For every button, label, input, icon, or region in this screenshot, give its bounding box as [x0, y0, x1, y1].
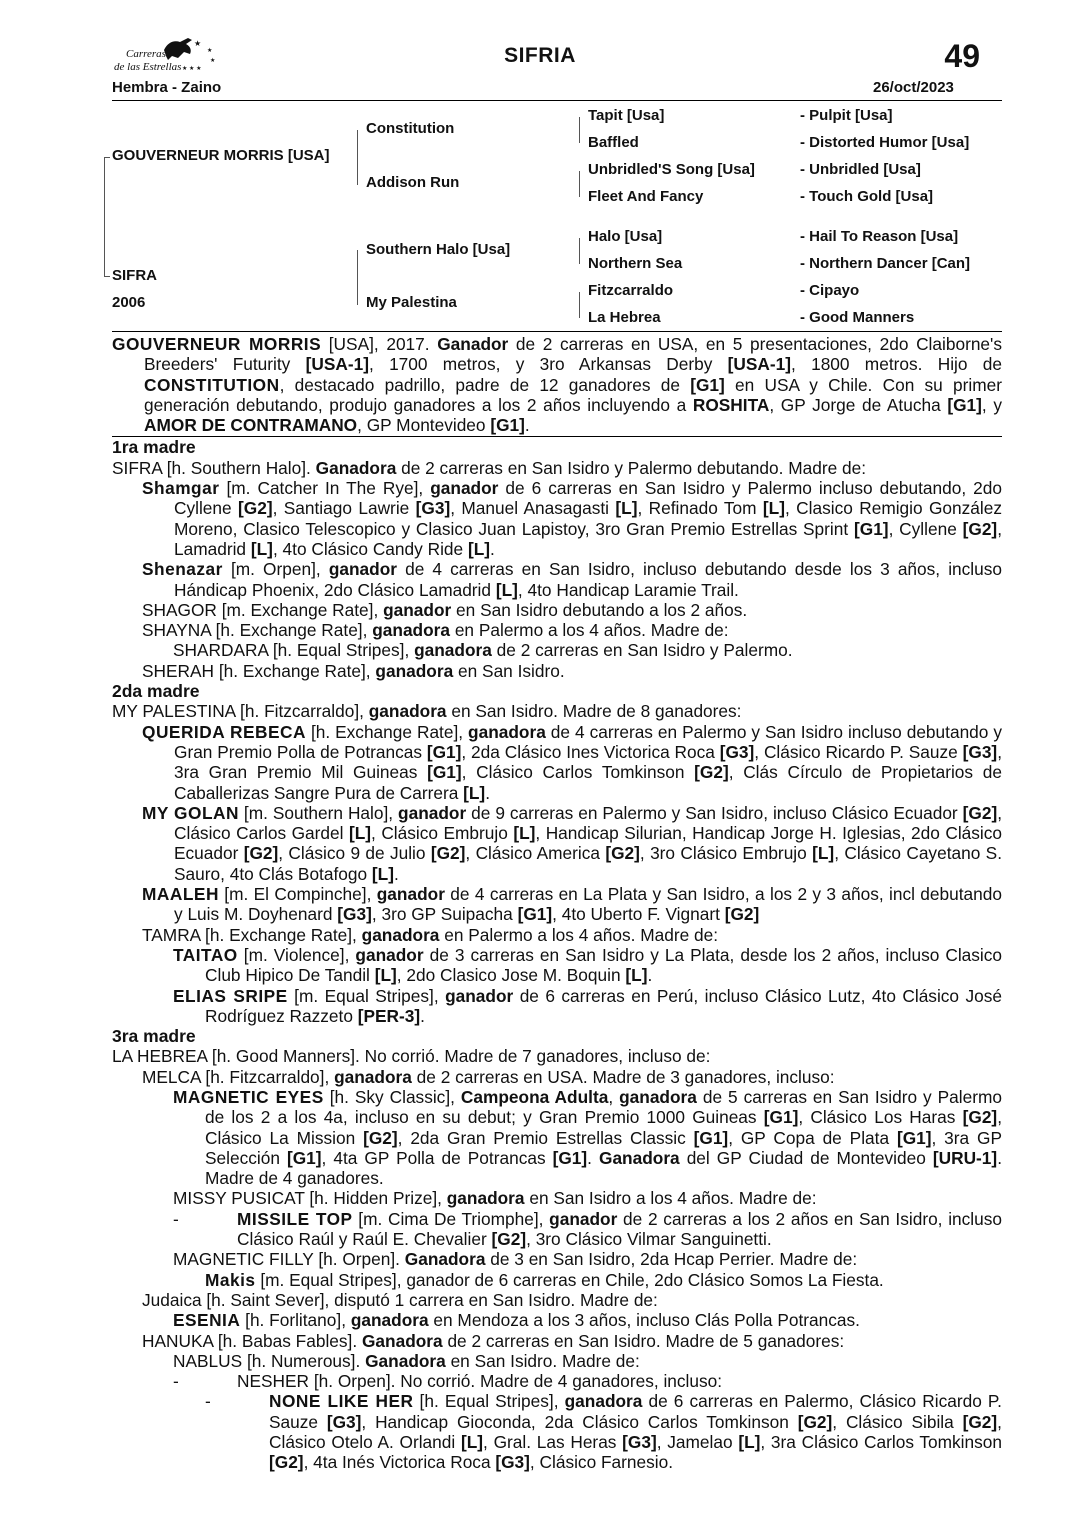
- produce-entry: MY GOLAN [m. Southern Halo], ganador de 9 carreras en Palermo y San Isidro, incluso Clásico Ecuador [G2], Clásico Carlos Gardel [L], Clásico Embrujo [L], Handicap Silurian, Handicap Jorge H. Iglesias, 2do Clásico Ecuador [G2], Clásico 9 de Julio [G2], Clásico America [G2], 3ro Clásico Embrujo [L], Clásico Cayetano S. Sauro, 4to Clás Botafogo [L].: [142, 802, 1003, 884]
- pedigree-gen3: Unbridled'S Song [Usa]: [588, 161, 755, 178]
- catalog-body: [112, 334, 1002, 1473]
- produce-entry: Makis [m. Equal Stripes], ganador de 6 carreras en Chile, 2do Clásico Somos La Fiesta.: [205, 1269, 884, 1290]
- pedigree-gen2: My Palestina: [366, 294, 457, 311]
- header-divider: [112, 100, 1002, 101]
- pedigree-gen3: Tapit [Usa]: [588, 107, 665, 124]
- page-title: SIFRIA: [504, 44, 576, 67]
- produce-entry: MELCA [h. Fitzcarraldo], ganadora de 2 carreras en USA. Madre de 3 ganadores, incluso:: [142, 1066, 835, 1087]
- pedigree-bracket: [579, 117, 580, 143]
- section-heading-1ra-madre: 1ra madre: [112, 437, 196, 458]
- produce-entry: ESENIA [h. Forlitano], ganadora en Mendoza a los 3 años, incluso Clás Polla Potrancas.: [173, 1310, 860, 1331]
- produce-entry: MISSY PUSICAT [h. Hidden Prize], ganadora en San Isidro a los 4 años. Madre de:: [173, 1188, 817, 1209]
- pedigree-bracket: [104, 157, 105, 277]
- horse-info: Hembra - Zaino: [112, 79, 222, 96]
- pedigree-bracket: [357, 250, 358, 305]
- produce-entry: - NESHER [h. Orpen]. No corrió. Madre de 4 ganadores, incluso:: [173, 1371, 723, 1392]
- produce-entry: - NONE LIKE HER [h. Equal Stripes], ganadora de 6 carreras en Palermo, Clásico Ricardo P. Sauze [G3], Handicap Gioconda, 2da Clásico Carlos Tomkinson [G2], Clásico Sibila [G2], Clásico Otelo A. Orlandi [L], Gral. Las Heras [G3], Jamelao [L], 3ra Clásico Carlos Tomkinson [G2], 4ta Inés Victorica Roca [G3], Clásico Farnesio.: [205, 1391, 1002, 1473]
- dam-paragraph: MY PALESTINA [h. Fitzcarraldo], ganadora en San Isidro. Madre de 8 ganadores:: [112, 701, 742, 722]
- pedigree-bracket: [357, 130, 358, 185]
- produce-entry: MAGNETIC FILLY [h. Orpen]. Ganadora de 3 en San Isidro, 2da Hcap Perrier. Madre de:: [173, 1249, 858, 1270]
- pedigree-gen3: Northern Sea: [588, 255, 683, 272]
- pedigree-bracket: [579, 238, 580, 264]
- catalog-date: 26/oct/2023: [873, 79, 954, 96]
- pedigree-gen3: Halo [Usa]: [588, 228, 663, 245]
- pedigree-gen2: Southern Halo [Usa]: [366, 241, 511, 258]
- produce-entry: Judaica [h. Saint Sever], disputó 1 carrera en San Isidro. Madre de:: [142, 1289, 658, 1310]
- pedigree-bracket: [104, 276, 110, 277]
- svg-text:★: ★: [210, 58, 216, 64]
- produce-entry: TAMRA [h. Exchange Rate], ganadora en Palermo a los 4 años. Madre de:: [142, 924, 719, 945]
- produce-entry: SHARDARA [h. Equal Stripes], ganadora de 2 carreras en San Isidro y Palermo.: [173, 640, 793, 661]
- pedigree-gen4: - Pulpit [Usa]: [800, 107, 893, 124]
- pedigree-gen2: Constitution: [366, 120, 455, 137]
- produce-entry: SHAGOR [m. Exchange Rate], ganador en San Isidro debutando a los 2 años.: [142, 599, 748, 620]
- produce-entry: SHAYNA [h. Exchange Rate], ganadora en Palermo a los 4 años. Madre de:: [142, 620, 729, 641]
- sire-name: GOUVERNEUR MORRIS [USA]: [112, 147, 330, 164]
- svg-text:★: ★: [194, 39, 202, 48]
- dam-paragraph: LA HEBREA [h. Good Manners]. No corrió. Madre de 7 ganadores, incluso de:: [112, 1046, 711, 1067]
- pedigree-gen3: La Hebrea: [588, 309, 661, 326]
- pedigree-gen3: Baffled: [588, 134, 639, 151]
- produce-entry: MAALEH [m. El Compinche], ganador de 4 carreras en La Plata y San Isidro, a los 2 y 3 años, incl debutando y Luis M. Doyhenard [G3], 3ro GP Suipacha [G1], 4to Uberto F. Vignart [G2]: [142, 884, 1002, 925]
- svg-text:★ ★ ★: ★ ★ ★: [182, 66, 202, 72]
- pedigree-gen4: - Unbridled [Usa]: [800, 161, 921, 178]
- produce-entry: SHERAH [h. Exchange Rate], ganadora en San Isidro.: [142, 660, 565, 681]
- pedigree-gen4: - Hail To Reason [Usa]: [800, 228, 959, 245]
- dam-name: SIFRA: [112, 267, 157, 284]
- section-divider: [112, 436, 1002, 437]
- produce-entry: QUERIDA REBECA [h. Exchange Rate], ganadora de 4 carreras en Palermo y San Isidro incluso debutando y Gran Premio Polla de Potrancas [G1], 2da Clásico Ines Victorica Roca [G3], Clásico Ricardo P. Sauze [G3], 3ra Gran Premio Mil Guineas [G1], Clásico Carlos Tomkinson [G2], Clás Círculo de Propietarios de Caballerizas Sangre Pura de Carrera [L].: [142, 721, 1003, 803]
- pedigree-gen3: Fitzcarraldo: [588, 282, 674, 299]
- produce-entry: - MISSILE TOP [m. Cima De Triomphe], ganador de 2 carreras a los 2 años en San Isidro, incluso Clásico Raúl y Raúl E. Chevalier [G2], 3ro Clásico Vilmar Sanguinetti.: [173, 1208, 1002, 1250]
- pedigree-gen4: - Distorted Humor [Usa]: [800, 134, 970, 151]
- logo-text-line2: de las Estrellas: [114, 61, 182, 73]
- section-heading-3ra-madre: 3ra madre: [112, 1026, 196, 1047]
- produce-entry: Shamgar [m. Catcher In The Rye], ganador de 6 carreras en San Isidro y Palermo incluso debutando, 2do Cyllene [G2], Santiago Lawrie [G3], Manuel Anasagasti [L], Refinado Tom [L], Clasico Remigio González Moreno, Clasico Telescopico y Clasico Juan Lapistoy, 3ro Gran Premio Estrellas Sprint [G1], Cyllene [G2], Lamadrid [L], 4to Clásico Candy Ride [L].: [142, 478, 1002, 559]
- pedigree-divider: [112, 331, 1002, 332]
- dam-paragraph: SIFRA [h. Southern Halo]. Ganadora de 2 carreras en San Isidro y Palermo debutando. Madre de:: [112, 457, 867, 478]
- produce-entry: HANUKA [h. Babas Fables]. Ganadora de 2 carreras en San Isidro. Madre de 5 ganadores:: [142, 1330, 845, 1351]
- section-heading-2da-madre: 2da madre: [112, 681, 200, 702]
- svg-text:★: ★: [207, 48, 213, 54]
- pedigree-gen3: Fleet And Fancy: [588, 188, 704, 205]
- produce-entry: MAGNETIC EYES [h. Sky Classic], Campeona Adulta, ganadora de 5 carreras en San Isidro y Palermo de los 2 a los 4a, incluso en su debut; y Gran Premio 1000 Guineas [G1], Clásico Los Haras [G2], Clásico La Mission [G2], 2da Gran Premio Estrellas Classic [G1], GP Copa de Plata [G1], 3ra GP Selección [G1], 4ta GP Polla de Potrancas [G1]. Ganadora del GP Ciudad de Montevideo [URU-1]. Madre de 4 ganadores.: [173, 1086, 1002, 1189]
- produce-entry: Shenazar [m. Orpen], ganador de 4 carreras en San Isidro, incluso debutando desde los 3 años, incluso Hándicap Phoenix, 2do Clásico Lamadrid [L], 4to Handicap Laramie Trail.: [142, 559, 1002, 600]
- pedigree-gen4: - Good Manners: [800, 309, 915, 326]
- dam-year: 2006: [112, 294, 146, 311]
- pedigree-bracket: [579, 292, 580, 318]
- pedigree-gen4: - Northern Dancer [Can]: [800, 255, 971, 272]
- page-number: 49: [944, 38, 980, 74]
- pedigree-bracket: [104, 157, 110, 158]
- sire-paragraph: GOUVERNEUR MORRIS [USA], 2017. Ganador de 2 carreras en USA, en 5 presentaciones, 2do Claiborne's Breeders' Futurity [USA-1], 1700 metros, y 3ro Arkansas Derby [USA-1], 1800 metros. Hijo de CONSTITUTION, destacado padrillo, padre de 12 ganadores de [G1] en USA y Chile. Con su primer generación debutando, produjo ganadores a los 2 años incluyendo a ROSHITA, GP Jorge de Atucha [G1], y AMOR DE CONTRAMANO, GP Montevideo [G1].: [112, 334, 1003, 436]
- pedigree-gen4: - Touch Gold [Usa]: [800, 188, 934, 205]
- pedigree-gen4: - Cipayo: [800, 282, 860, 299]
- produce-entry: ELIAS SRIPE [m. Equal Stripes], ganador de 6 carreras en Perú, incluso Clásico Lutz, 4to Clásico José Rodríguez Razzeto [PER-3].: [173, 985, 1002, 1026]
- logo-text-line1: Carreras: [126, 48, 166, 60]
- produce-entry: TAITAO [m. Violence], ganador de 3 carreras en San Isidro y La Plata, desde los 2 años, incluso Clasico Club Hipico De Tandil [L], 2do Clasico Jose M. Boquin [L].: [173, 944, 1003, 986]
- pedigree-gen2: Addison Run: [366, 174, 460, 191]
- pedigree-bracket: [579, 171, 580, 197]
- produce-entry: NABLUS [h. Numerous]. Ganadora en San Isidro. Madre de:: [173, 1350, 640, 1371]
